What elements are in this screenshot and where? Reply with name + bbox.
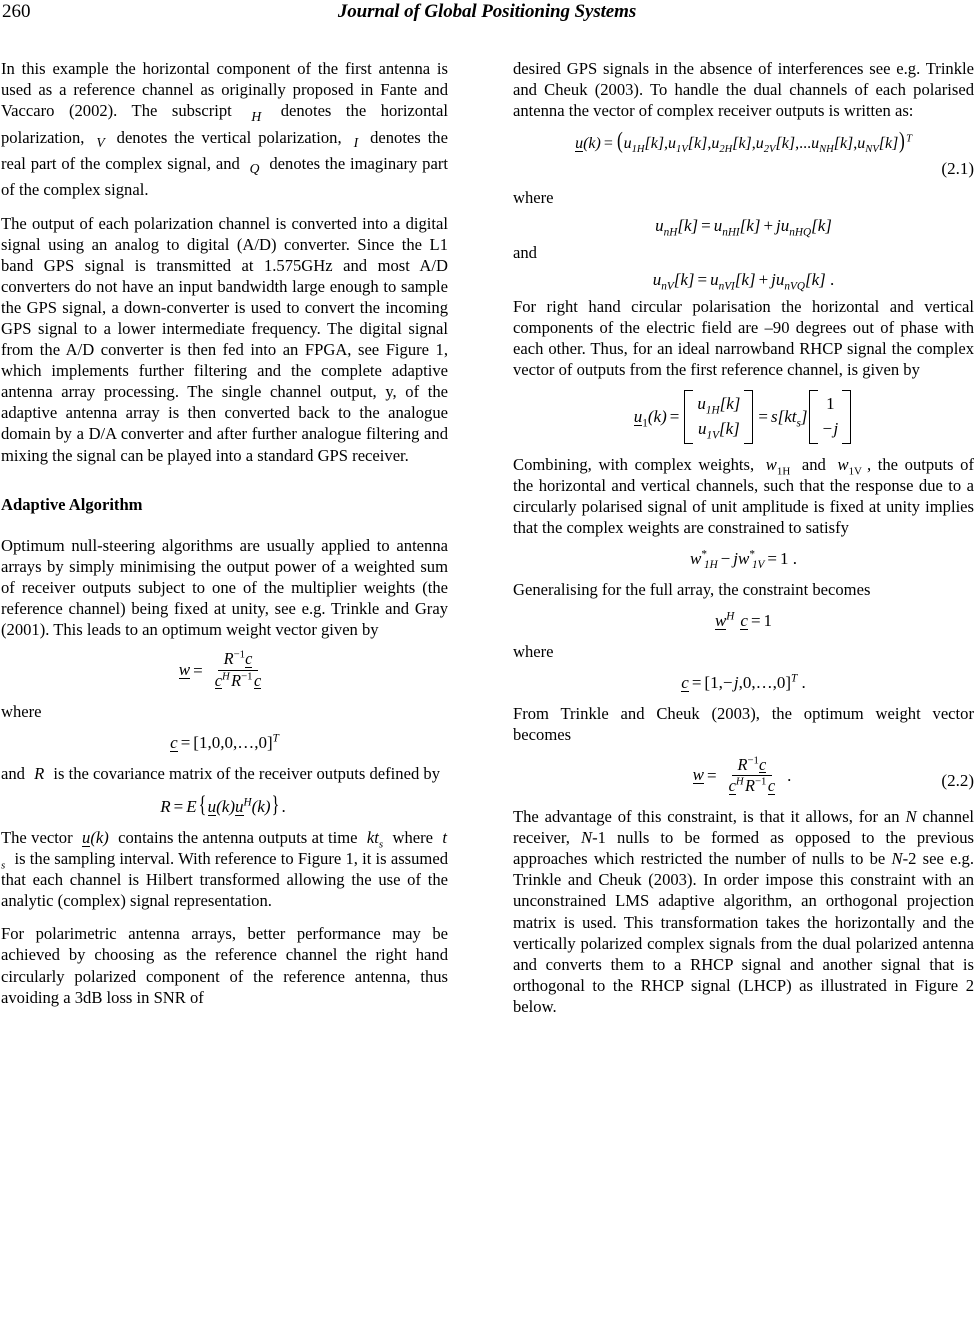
paragraph-text: -1 nulls to be formed as opposed to the previous approaches which restricted the number of nulls to be bbox=[513, 828, 974, 869]
symbol-w1v: $w_{1V}$ bbox=[837, 454, 862, 477]
paragraph-text: denotes the imaginary part of the complex signal. bbox=[1, 154, 448, 200]
scalar-s-kts: $s[kt_s]$ bbox=[770, 407, 808, 430]
paragraph-subscript-definitions bbox=[1, 58, 448, 201]
paragraph-text: Combining, with complex weights, bbox=[513, 454, 755, 474]
symbol-r: R bbox=[34, 763, 45, 783]
equation-unv-decomposition: $u_{nV}[k] = u_{nVI}[k] + ju_{nVQ}[k]$ . bbox=[652, 269, 835, 293]
symbol-w1h: $w_{1H}$ bbox=[765, 454, 791, 477]
equation-block-2-2 bbox=[513, 756, 974, 797]
paragraph-text: and bbox=[801, 454, 826, 474]
fraction-denominator: $c^H$ $R^{-1}$ c bbox=[728, 775, 776, 796]
paragraph-complex-weights bbox=[513, 454, 974, 538]
equation-covariance-definition: $R = E\{u(k)u^H(k)\}$. bbox=[160, 791, 286, 817]
subscript-q-symbol: Q bbox=[249, 161, 260, 177]
subscript-h-symbol: H bbox=[251, 108, 262, 124]
paragraph-vector-u-definition bbox=[1, 827, 448, 911]
paragraph-rhcp-phase: For right hand circular polarisation the horizontal and vertical components of the electric field are –90 degrees out of phase with each other. Thus, for an ideal narrowband RHCP signal the complex vector of outputs from the first reference channel, is given by bbox=[513, 296, 974, 380]
paragraph-from-trinkle-cheuk: From Trinkle and Cheuk (2003), the optimum weight vector becomes bbox=[513, 704, 974, 745]
paragraph-text: where bbox=[392, 827, 434, 847]
equation-lhs-u1: $u_1(k)$ bbox=[633, 407, 667, 430]
fraction-r-inverse-c-2 bbox=[723, 756, 781, 797]
label-where-1: where bbox=[1, 701, 42, 721]
page-number: 260 bbox=[2, 1, 31, 22]
subscript-v-symbol: V bbox=[96, 134, 105, 150]
paragraph-covariance-matrix bbox=[1, 763, 448, 784]
right-column bbox=[513, 58, 974, 1017]
left-column bbox=[1, 58, 448, 1020]
equation-constraint-vector-c: c = [1,0,0,…,0]$^T$ bbox=[170, 732, 279, 752]
fraction-denominator: $c^H$ $R^{-1}$ c bbox=[214, 670, 262, 690]
equation-number-2-2: (2.2) bbox=[941, 770, 974, 790]
symbol-u-of-k: u(k) bbox=[82, 827, 109, 847]
running-head bbox=[0, 0, 974, 36]
equation-optimum-weight-2-2: w = $\frac{R^{-1}c}{c^H R^{-1} c}$ . (2.2) bbox=[692, 754, 974, 796]
symbol-kts: $kt_s$ bbox=[366, 827, 384, 851]
equation-weight-constraint: $w^*_{1H} - jw^*_{1V} = 1$ . bbox=[690, 548, 797, 572]
matrix-u1-components bbox=[684, 390, 753, 443]
subscript-i-symbol: I bbox=[353, 134, 359, 150]
journal-title: Journal of Global Positioning Systems bbox=[337, 1, 637, 22]
paragraph-text: is the covariance matrix of the receiver outputs defined by bbox=[53, 763, 440, 783]
equation-array-constraint: $w^H$ c = 1 bbox=[714, 610, 773, 631]
label-and-right-1: and bbox=[513, 242, 537, 262]
paragraph-text: contains the antenna outputs at time bbox=[118, 827, 358, 847]
equation-lhs-w-2: w bbox=[692, 765, 705, 785]
paragraph-text: In this example the horizontal component of the first antenna is used as a reference channel as originally proposed in Fante and Vaccaro (2002). The subscript bbox=[1, 59, 448, 121]
fraction-numerator: $R^{-1}c$ bbox=[218, 650, 259, 671]
paragraph-text: is the sampling interval. With reference to Figure 1, it is assumed that each channel is Hilbert transformed allowing the use of the analytic (complex) signal representation. bbox=[1, 849, 448, 911]
equation-constraint-vector-c2: c = [1,− j,0,…,0]$^T$ . bbox=[681, 672, 806, 693]
equation-lhs-w: w bbox=[178, 659, 191, 679]
equation-trailing-period: . bbox=[787, 766, 792, 786]
matrix-cell: $u_{1V}[k]$ bbox=[697, 418, 740, 442]
equation-optimum-weight-vector: w = $\frac{R^{-1}c}{c^H R^{-1} c}$ bbox=[1, 650, 448, 691]
paragraph-generalising-constraint: Generalising for the full array, the constraint becomes bbox=[513, 579, 871, 599]
matrix-rhcp-steering bbox=[809, 390, 851, 443]
paragraph-advantage-of-constraint bbox=[513, 806, 974, 1017]
matrix-cell: $u_{1H}[k]$ bbox=[697, 394, 741, 417]
paragraph-optimum-null-steering: Optimum null-steering algorithms are usually applied to antenna arrays by simply minimising the output power of a weighted sum of receiver outputs subject to one of the multiplier weights (the reference channel) being fixed at unity, see e.g. Trinkle and Gray (2001). This leads to an optimum weight vector given by bbox=[1, 535, 448, 639]
section-heading-adaptive-algorithm: Adaptive Algorithm bbox=[1, 494, 143, 514]
fraction-numerator: $R^{-1}c$ bbox=[732, 756, 773, 777]
symbol-n-3: N bbox=[891, 849, 903, 869]
paragraph-text: and bbox=[1, 763, 25, 783]
paragraph-text: denotes the horizontal polarization, bbox=[1, 101, 448, 147]
symbol-ts: t $_s$ bbox=[1, 827, 448, 872]
body-columns bbox=[0, 58, 974, 1339]
paragraph-text: -2 see e.g. Trinkle and Cheuk (2003). In order impose this constraint with an unconstrained LMS adaptive algorithm, an orthogonal projection matrix is used. This transformation takes the horizontally and the vertically polarized complex signals from the dual polarized antenna and converts them to a RHCP signal and another signal that is orthogonal to the RHCP signal (LHCP) as illustrated in Figure 2 below. bbox=[513, 849, 974, 1016]
paragraph-desired-gps-signals: desired GPS signals in the absence of interferences see e.g. Trinkle and Cheuk (2003). To handle the dual channels of each polarised antenna the vector of complex receiver outputs is written as: bbox=[513, 59, 974, 121]
equation-unh-decomposition: $u_{nH}[k] = u_{nHI}[k] + ju_{nHQ}[k]$ bbox=[655, 215, 832, 238]
matrix-cell: − j bbox=[822, 418, 839, 438]
equation-block-2-1 bbox=[513, 128, 974, 179]
paragraph-text: , the outputs of the horizontal and vertical channels, such that the response due to a circularly polarised signal of unit amplitude is fixed at unity implies that the complex weights are constrained to satisfy bbox=[513, 454, 974, 537]
equation-number-2-1: (2.1) bbox=[941, 159, 974, 179]
paragraph-polarization-channel: The output of each polarization channel is converted into a digital signal using an analog to digital (A/D) converter. Since the L1 band GPS signal is transmitted at 1.575GHz and most A/D converters do not have an input bandwidth large enough to sample the GPS signal, a down-converter is used to convert the incoming GPS signal to a lower intermediate frequency. The digital signal from the A/D converter is then fed into an FPGA, see Figure 1, which implements further filtering and the complete adaptive antenna array processing. The single channel output, y, of the adaptive antenna array is then converted back to the analogue domain by a D/A converter and after further analogue filtering and mixing the signal can be played into a standard GPS receiver. bbox=[1, 213, 448, 465]
paragraph-text: channel receiver, bbox=[513, 807, 974, 848]
label-where-right-2: where bbox=[513, 642, 554, 662]
symbol-n-1: N bbox=[905, 807, 917, 827]
paragraph-polarimetric-arrays: For polarimetric antenna arrays, better performance may be achieved by choosing as the reference channel the right hand circularly polarized component of the reference antenna, thus avoiding a 3dB loss in SNR of bbox=[1, 924, 448, 1007]
paragraph-text: The vector bbox=[1, 827, 73, 847]
paragraph-text: denotes the vertical polarization, bbox=[116, 127, 342, 147]
paragraph-text: The advantage of this constraint, is that it allows, for an bbox=[513, 807, 900, 827]
equation-reference-channel-vector: $u_1(k)$ = $u_{1H}[k]$ $u_{1V}[k]$ = $s[kt_s]$ 1 − j bbox=[513, 390, 974, 443]
fraction-r-inverse-c bbox=[209, 650, 267, 691]
symbol-n-2: N bbox=[581, 828, 593, 848]
paragraph-text: denotes the real part of the complex signal, and bbox=[1, 127, 448, 173]
equation-receiver-output-vector: $u(k) = (u_{1H}[k],u_{1V}[k],u_{2H}[k],u_{2V}[k],...u_{NH}[k],u_{NV}[k])^T$ bbox=[575, 128, 912, 156]
matrix-cell: 1 bbox=[826, 394, 835, 414]
label-where-right-1: where bbox=[513, 188, 554, 208]
